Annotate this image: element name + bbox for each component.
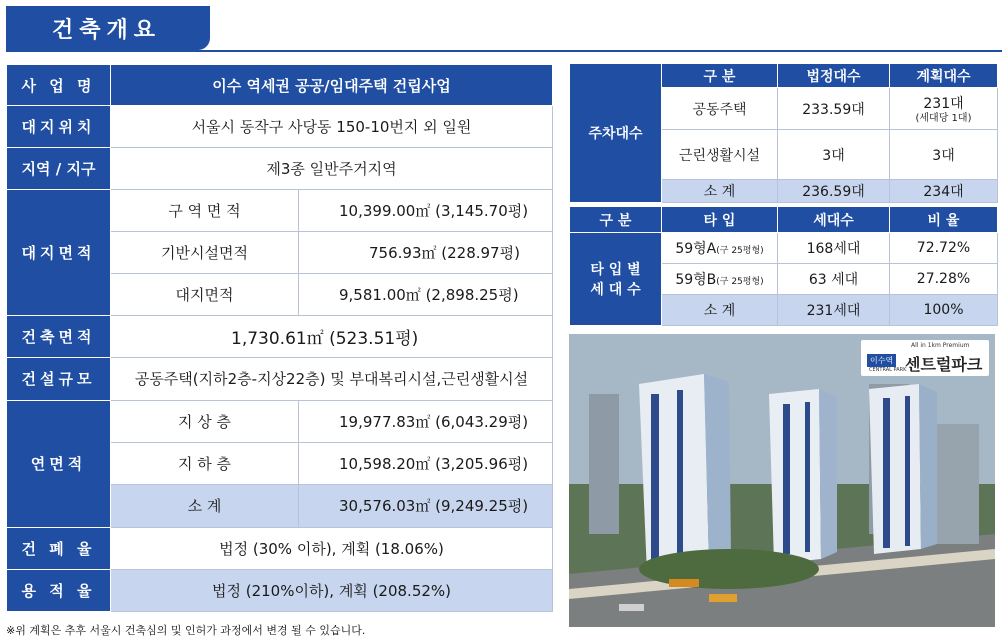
building-area-label: 건축면적 [7, 316, 111, 358]
brand-logo [861, 340, 989, 376]
units-header-cell: 타 입 [662, 207, 778, 233]
unit-type-table [569, 206, 998, 326]
units-count: 63 세대 [778, 264, 890, 295]
parking-table [569, 63, 998, 203]
row-scale [7, 358, 553, 400]
units-header-cell: 비 율 [890, 207, 998, 233]
parking-row-legal: 233.59대 [778, 88, 890, 130]
far-value: 법정 (210%이하), 계획 (208.52%) [111, 569, 553, 611]
site-area-item-name: 대지면적 [111, 274, 299, 316]
building-rendering [569, 334, 995, 627]
building-area-value: 1,730.61㎡ (523.51평) [111, 316, 553, 358]
parking-header-cell: 구 분 [662, 64, 778, 88]
parking-plan-note: (세대당 1대) [915, 113, 972, 124]
gross-area-item-value: 19,977.83㎡ (6,043.29평) [299, 400, 553, 442]
parking-header-cell: 법정대수 [778, 64, 890, 88]
units-type [662, 264, 778, 295]
units-ratio: 27.28% [890, 264, 998, 295]
parking-plan-value: 231대 [923, 96, 964, 112]
row-far [7, 569, 553, 611]
gross-area-subtotal-value: 30,576.03㎡ (9,249.25평) [299, 484, 553, 527]
brand-name: 센트럴파크 [905, 355, 983, 374]
title-divider [6, 50, 1002, 52]
far-label: 용 적 율 [7, 569, 111, 611]
units-side-label-line: 세 대 수 [590, 282, 641, 298]
row-building-area [7, 316, 553, 358]
parking-row-plan [890, 88, 998, 130]
gross-area-subtotal-name: 소 계 [111, 484, 299, 527]
units-ratio: 72.72% [890, 233, 998, 264]
units-type-note: (구 25평형) [716, 277, 764, 287]
zoning-value: 제3종 일반주거지역 [111, 148, 553, 190]
units-side-label-line: 타 입 별 [590, 262, 641, 278]
site-area-item-name: 기반시설면적 [111, 232, 299, 274]
parking-row-name: 공동주택 [662, 88, 778, 130]
units-subtotal-ratio: 100% [890, 295, 998, 326]
site-location-label: 대지위치 [7, 106, 111, 148]
gross-area-item-name: 지 하 층 [111, 442, 299, 484]
tower-center [769, 389, 837, 564]
units-header-row [570, 207, 998, 233]
units-type-note: (구 25평형) [716, 246, 764, 256]
units-header-cell: 세대수 [778, 207, 890, 233]
gross-area-item-name: 지 상 층 [111, 400, 299, 442]
parking-row-legal: 3대 [778, 130, 890, 180]
row-business-name [7, 65, 553, 106]
site-area-item-value: 756.93㎡ (228.97평) [299, 232, 553, 274]
tower-right [869, 384, 937, 554]
units-type-name: 59형A [675, 241, 717, 257]
units-side-label [570, 233, 662, 326]
units-subtotal-name: 소 계 [662, 295, 778, 326]
brand-tagline: All in 1km Premium [911, 342, 970, 349]
gross-area-item-value: 10,598.20㎡ (3,205.96평) [299, 442, 553, 484]
row-site-area-1 [7, 190, 553, 232]
units-subtotal-count: 231세대 [778, 295, 890, 326]
site-area-item-name: 구 역 면 적 [111, 190, 299, 232]
business-name-value: 이수 역세권 공공/임대주택 건립사업 [111, 65, 553, 106]
tower-left [639, 374, 731, 574]
site-area-item-value: 10,399.00㎡ (3,145.70평) [299, 190, 553, 232]
units-count: 168세대 [778, 233, 890, 264]
overview-table [6, 64, 553, 612]
parking-subtotal-plan: 234대 [890, 180, 998, 203]
building-illustration [569, 334, 995, 627]
parking-header-row [570, 64, 998, 88]
section-title: 건축개요 [6, 6, 210, 50]
row-zoning [7, 148, 553, 190]
units-type-name: 59형B [675, 272, 717, 288]
parking-header-cell: 계획대수 [890, 64, 998, 88]
brand-station-tag: 이수역 [867, 354, 896, 367]
row-site-location [7, 106, 553, 148]
row-coverage [7, 527, 553, 569]
brand-subtitle: CENTRAL PARK [869, 367, 907, 373]
parking-subtotal-name: 소 계 [662, 180, 778, 203]
parking-subtotal-legal: 236.59대 [778, 180, 890, 203]
units-header-cell: 구 분 [570, 207, 662, 233]
gross-area-label: 연면적 [7, 400, 111, 527]
parking-side-label: 주차대수 [570, 64, 662, 203]
scale-label: 건설규모 [7, 358, 111, 400]
business-name-label: 사 업 명 [7, 65, 111, 106]
scale-value: 공동주택(지하2층-지상22층) 및 부대복리시설,근린생활시설 [111, 358, 553, 400]
footnote: ※위 계획은 추후 서울시 건축심의 및 인허가 과정에서 변경 될 수 있습니다. [6, 624, 366, 637]
zoning-label: 지역 / 지구 [7, 148, 111, 190]
site-location-value: 서울시 동작구 사당동 150-10번지 외 일원 [111, 106, 553, 148]
site-area-label: 대지면적 [7, 190, 111, 316]
site-area-item-value: 9,581.00㎡ (2,898.25평) [299, 274, 553, 316]
coverage-label: 건 폐 율 [7, 527, 111, 569]
units-type [662, 233, 778, 264]
units-row [570, 233, 998, 264]
parking-row-name: 근린생활시설 [662, 130, 778, 180]
row-gross-area-1 [7, 400, 553, 442]
parking-row-plan: 3대 [890, 130, 998, 180]
coverage-value: 법정 (30% 이하), 계획 (18.06%) [111, 527, 553, 569]
